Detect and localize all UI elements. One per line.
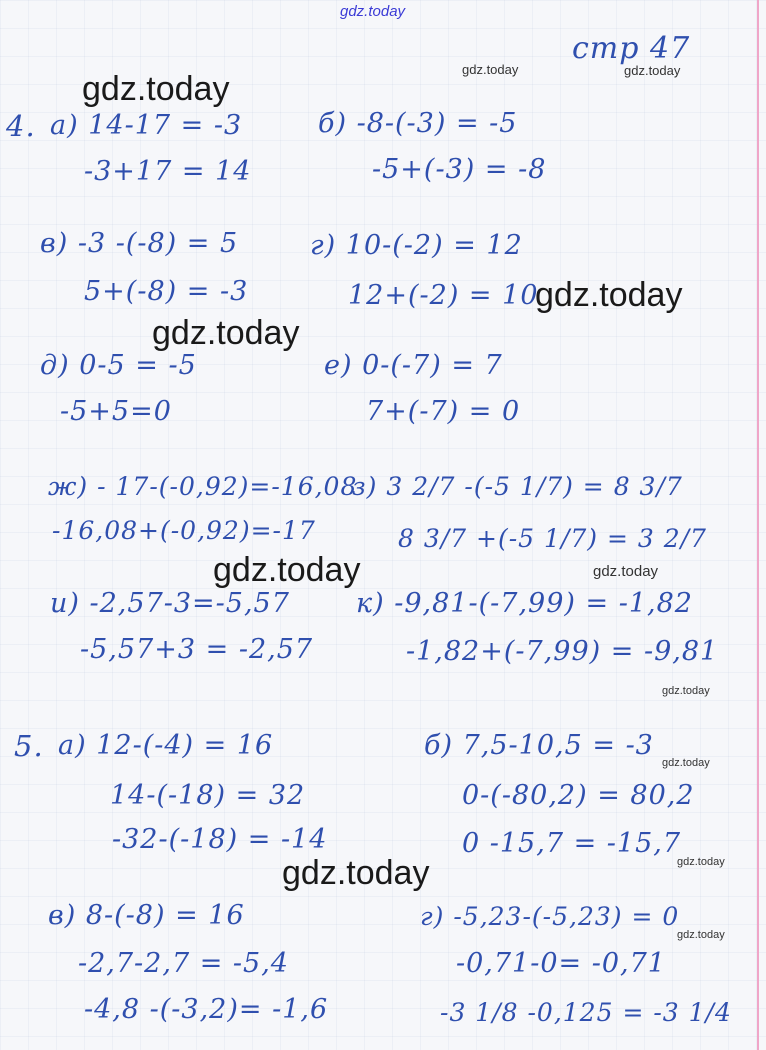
watermark: gdz.today bbox=[624, 63, 681, 78]
page-number-label: стр 47 bbox=[572, 31, 691, 66]
solution-line: 14-(-18) = 32 bbox=[110, 780, 306, 811]
solution-line: в) -3 -(-8) = 5 bbox=[40, 228, 239, 259]
solution-line: г) 10-(-2) = 12 bbox=[310, 230, 523, 261]
watermark: gdz.today bbox=[462, 62, 519, 77]
solution-line: -3+17 = 14 bbox=[84, 156, 252, 187]
watermark: gdz.today bbox=[282, 854, 430, 892]
solution-line: -16,08+(-0,92)=-17 bbox=[52, 516, 316, 545]
solution-line: в) 8-(-8) = 16 bbox=[48, 900, 245, 931]
solution-line: -32-(-18) = -14 bbox=[112, 824, 328, 855]
watermark: gdz.today bbox=[662, 757, 710, 769]
solution-line: -5,57+3 = -2,57 bbox=[80, 634, 314, 665]
site-watermark-top: gdz.today bbox=[340, 3, 406, 20]
solution-line: 0 -15,7 = -15,7 bbox=[462, 828, 682, 859]
solution-line: 7+(-7) = 0 bbox=[366, 396, 521, 427]
solution-line: д) 0-5 = -5 bbox=[40, 350, 197, 381]
solution-line: б) -8-(-3) = -5 bbox=[318, 108, 518, 139]
solution-line: з) 3 2/7 -(-5 1/7) = 8 3/7 bbox=[352, 472, 683, 501]
watermark: gdz.today bbox=[677, 929, 725, 941]
solution-line: и) -2,57-3=-5,57 bbox=[50, 588, 290, 619]
solution-line: а) 12-(-4) = 16 bbox=[58, 730, 274, 761]
watermark: gdz.today bbox=[82, 70, 230, 108]
watermark: gdz.today bbox=[535, 276, 683, 314]
watermark: gdz.today bbox=[152, 314, 300, 352]
solution-line: к) -9,81-(-7,99) = -1,82 bbox=[356, 588, 693, 619]
solution-line: -4,8 -(-3,2)= -1,6 bbox=[84, 994, 329, 1025]
solution-line: б) 7,5-10,5 = -3 bbox=[424, 730, 654, 761]
solution-line: -3 1/8 -0,125 = -3 1/4 bbox=[440, 998, 732, 1027]
solution-line: 5+(-8) = -3 bbox=[84, 276, 249, 307]
solution-line: -5+(-3) = -8 bbox=[372, 154, 547, 185]
watermark: gdz.today bbox=[213, 551, 361, 589]
solution-line: г) -5,23-(-5,23) = 0 bbox=[420, 902, 680, 931]
solution-line: 8 3/7 +(-5 1/7) = 3 2/7 bbox=[398, 524, 707, 553]
watermark: gdz.today bbox=[662, 685, 710, 697]
solution-line: -5+5=0 bbox=[60, 396, 172, 427]
solution-line: ж) - 17-(-0,92)=-16,08 bbox=[48, 472, 358, 501]
solution-line: е) 0-(-7) = 7 bbox=[324, 350, 503, 381]
solution-line: -1,82+(-7,99) = -9,81 bbox=[406, 636, 719, 667]
solution-line: -2,7-2,7 = -5,4 bbox=[78, 948, 289, 979]
solution-line: 0-(-80,2) = 80,2 bbox=[462, 780, 695, 811]
solution-line: -0,71-0= -0,71 bbox=[456, 948, 666, 979]
watermark: gdz.today bbox=[677, 856, 725, 868]
solution-line: а) 14-17 = -3 bbox=[50, 110, 243, 141]
task-number: 4. bbox=[6, 109, 36, 143]
watermark: gdz.today bbox=[593, 563, 659, 580]
solution-line: 12+(-2) = 10 bbox=[348, 280, 539, 311]
task-number: 5. bbox=[14, 729, 44, 763]
margin-line bbox=[757, 0, 759, 1050]
